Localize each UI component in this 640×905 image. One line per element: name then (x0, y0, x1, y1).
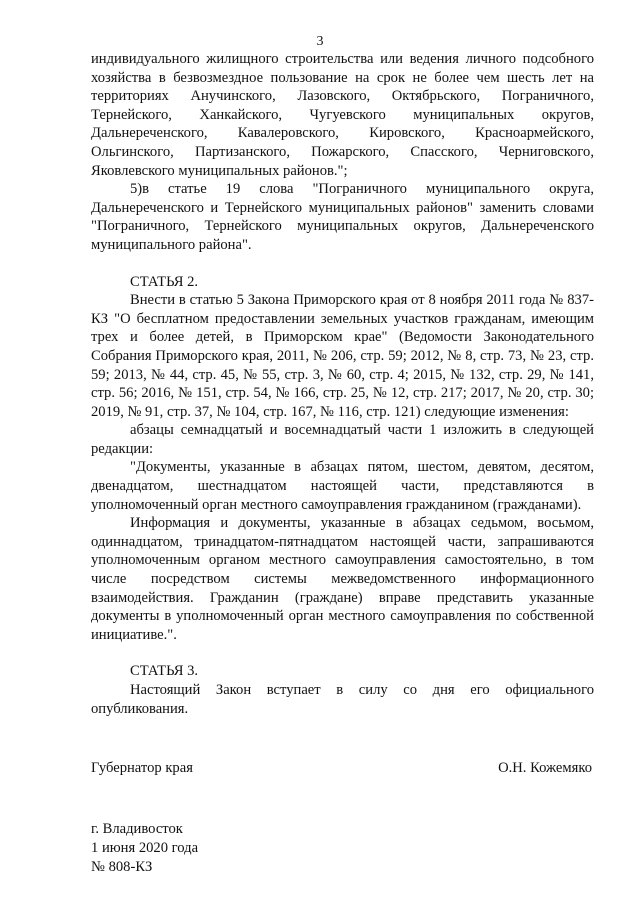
signature-block (91, 759, 594, 778)
document-body (91, 50, 594, 718)
article-2-paragraph-3: "Документы, указанные в абзацах пятом, шестом, девятом, десятом, двенадцатом, шестнадцатом настоящей части, представляются в уполномоченный орган местного самоуправления гражданином (гражданами). (91, 459, 594, 513)
footer-city: г. Владивосток (91, 821, 183, 837)
article-3-heading: СТАТЬЯ 3. (130, 663, 199, 680)
footer-date: 1 июня 2020 года (91, 840, 199, 857)
article-2-paragraph-2: абзацы семнадцатый и восемнадцатый части 1 изложить в следующей редакции: (91, 422, 594, 457)
footer-law-number: № 808-КЗ (91, 859, 153, 876)
signatory-name: О.Н. Кожемяко (498, 760, 592, 776)
signatory-title: Губернатор края (91, 760, 193, 776)
article-2-paragraph-4: Информация и документы, указанные в абзацах седьмом, восьмом, одиннадцатом, тринадцатом-пятнадцатом настоящей части, запрашиваются уполномоченным органом местного самоуправления самостоятельно, в том числе посредством системы межведомственного информационного взаимодействия. Гражданин (граждане) вправе представить указанные документы в уполномоченный орган местного самоуправления по собственной инициативе.". (91, 515, 594, 643)
article-2-paragraph-1: Внести в статью 5 Закона Приморского края от 8 ноября 2011 года № 837-КЗ "О бесплатном предоставлении земельных участков гражданам, имеющим трех и более детей, в Приморском крае" (Ведомости Законодательного Собрания Приморского края, 2011, № 206, стр. 59; 2012, № 8, стр. 73, № 23, стр. 59; 2013, № 44, стр. 45, № 55, стр. 3, № 60, стр. 4; 2015, № 132, стр. 29, № 141, стр. 56; 2016, № 151, стр. 54, № 166, стр. 25, № 12, стр. 217; 2017, № 20, стр. 30; 2019, № 91, стр. 37, № 104, стр. 167, № 116, стр. 121) следующие изменения: (91, 292, 594, 420)
page-number: 3 (316, 34, 324, 49)
article-3-paragraph-1: Настоящий Закон вступает в силу со дня его официального опубликования. (91, 682, 594, 717)
continuation-paragraph: индивидуального жилищного строительства или ведения личного подсобного хозяйства в безвозмездное пользование на срок не более чем шесть лет на территориях Анучинского, Лазовского, Октябрьского, Пограничного, Тернейского, Ханкайского, Чугуевского муниципальных округов, Дальнереченского, Кавалеровского, Кировского, Красноармейского, Ольгинского, Партизанского, Пожарского, Спасского, Черниговского, Яковлевского муниципальных районов."; (91, 51, 594, 179)
document-footer (91, 820, 391, 878)
item-5-paragraph: 5)в статье 19 слова "Пограничного муниципального округа, Дальнереченского и Тернейского муниципальных районов" заменить словами "Пограничного, Тернейского муниципальных округов, Дальнереченского муниципального района". (91, 181, 594, 253)
article-2-heading: СТАТЬЯ 2. (130, 273, 199, 290)
